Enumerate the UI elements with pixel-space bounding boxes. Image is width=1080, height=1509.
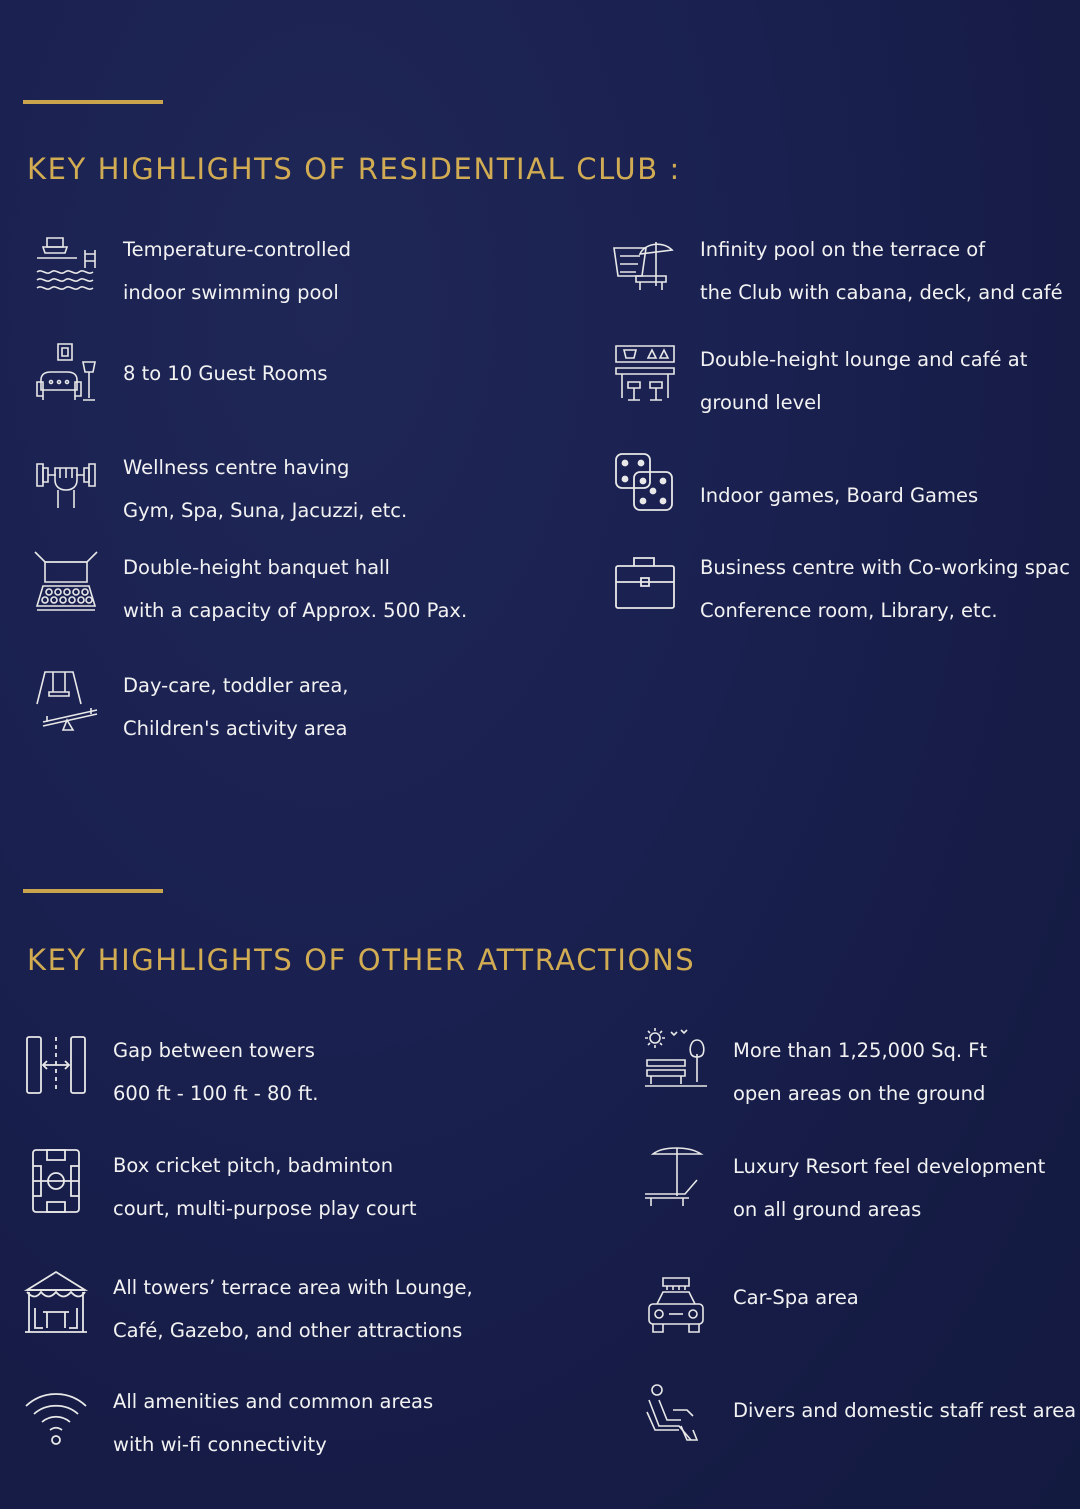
feature-text-line: 8 to 10 Guest Rooms — [123, 362, 328, 385]
feature-text-line: 600 ft - 100 ft - 80 ft. — [113, 1082, 319, 1105]
feature-text-line: court, multi-purpose play court — [113, 1197, 417, 1220]
feature-text-line: Gap between towers — [113, 1039, 315, 1062]
feature-text-line: on all ground areas — [733, 1198, 922, 1221]
feature-text-line: Infinity pool on the terrace of — [700, 238, 986, 261]
feature-text-line: All amenities and common areas — [113, 1390, 434, 1413]
feature-text-line: Luxury Resort feel development — [733, 1155, 1046, 1178]
feature-text-line: Temperature-controlled — [123, 238, 351, 261]
feature-text-line: Café, Gazebo, and other attractions — [113, 1319, 463, 1342]
car-spa-icon — [643, 1274, 709, 1340]
dice-icon — [612, 450, 678, 516]
feature-text-line: open areas on the ground — [733, 1082, 986, 1105]
briefcase-icon — [612, 552, 678, 618]
feature-text-line: ground level — [700, 391, 822, 414]
feature-text-line: with a capacity of Approx. 500 Pax. — [123, 599, 468, 622]
infinity-pool-icon — [610, 234, 676, 300]
section-title-other-attractions: KEY HIGHLIGHTS OF OTHER ATTRACTIONS — [27, 943, 696, 977]
feature-text-line: with wi-fi connectivity — [113, 1433, 327, 1456]
feature-text-line: Day-care, toddler area, — [123, 674, 349, 697]
section-divider — [23, 100, 163, 104]
feature-text-line: More than 1,25,000 Sq. Ft — [733, 1039, 988, 1062]
feature-text-line: Car-Spa area — [733, 1286, 859, 1309]
feature-text-line: All towers’ terrace area with Lounge, — [113, 1276, 473, 1299]
sports-court-icon — [23, 1148, 89, 1214]
banquet-hall-icon — [33, 550, 99, 616]
tower-gap-icon — [23, 1033, 89, 1099]
wifi-icon — [23, 1388, 89, 1454]
feature-text-line: Conference room, Library, etc. — [700, 599, 998, 622]
feature-text-line: Indoor games, Board Games — [700, 484, 979, 507]
feature-text-line: Box cricket pitch, badminton — [113, 1154, 394, 1177]
feature-text-line: Children's activity area — [123, 717, 348, 740]
resort-lounger-icon — [643, 1144, 709, 1210]
guest-room-icon — [33, 340, 99, 406]
section-title-residential-club: KEY HIGHLIGHTS OF RESIDENTIAL CLUB : — [27, 152, 681, 186]
feature-text-line: Divers and domestic staff rest area — [733, 1399, 1077, 1422]
feature-text-line: Business centre with Co-working spac — [700, 556, 1070, 579]
feature-text-line: Wellness centre having — [123, 456, 350, 479]
park-bench-icon — [643, 1026, 709, 1092]
feature-text-line: Gym, Spa, Suna, Jacuzzi, etc. — [123, 499, 408, 522]
gazebo-icon — [23, 1270, 89, 1336]
section-divider — [23, 889, 163, 893]
feature-text-line: indoor swimming pool — [123, 281, 339, 304]
rest-chair-icon — [643, 1382, 709, 1448]
feature-text-line: Double-height lounge and café at — [700, 348, 1028, 371]
feature-text-line: the Club with cabana, deck, and café — [700, 281, 1063, 304]
feature-text-line: Double-height banquet hall — [123, 556, 390, 579]
playground-icon — [33, 668, 99, 734]
gym-icon — [33, 452, 99, 518]
swimming-pool-icon — [33, 232, 99, 298]
lounge-cafe-icon — [612, 342, 678, 408]
